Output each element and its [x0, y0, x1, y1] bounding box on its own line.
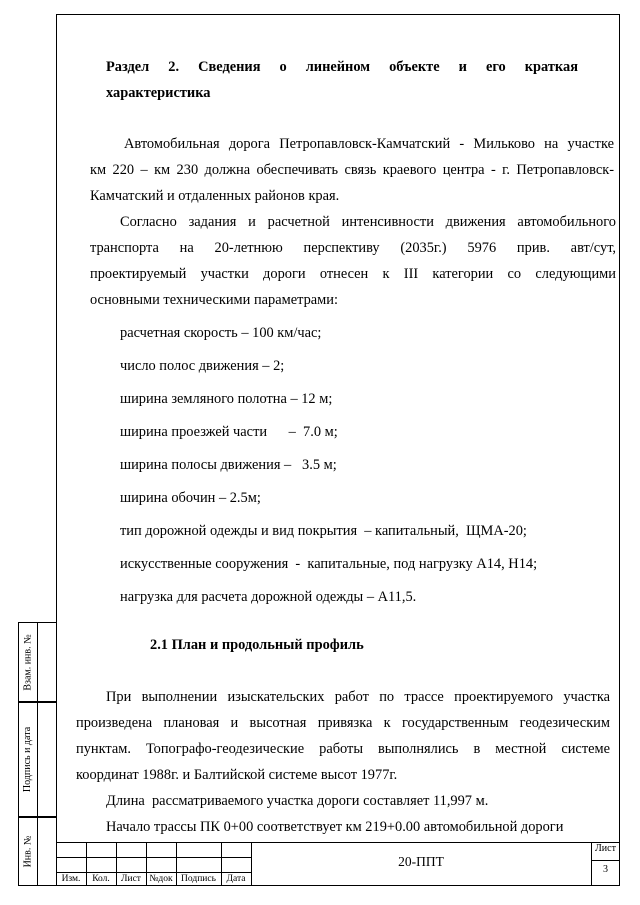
paragraph2-line3: проектируемый участки дороги отнесен к III категории со следующими	[90, 266, 616, 282]
stamp-col-data: Дата	[226, 874, 246, 884]
paragraph3-line2: произведена плановая и высотная привязка к государственным геодезическим	[76, 715, 610, 731]
section-heading-line1: Раздел 2. Сведения о линейном объекте и его краткая	[106, 59, 578, 75]
parameter-item: искусственные сооружения - капитальные, под нагрузку А14, Н14;	[120, 556, 538, 572]
subsection-heading: 2.1 План и продольный профиль	[150, 637, 364, 653]
title-block	[56, 842, 620, 886]
side-label-vzam: Взам. инв. №	[22, 633, 34, 691]
paragraph3-line4: координат 1988г. и Балтийской системе высот 1977г.	[76, 767, 398, 783]
sheet-label: Лист	[595, 843, 616, 854]
stamp-col-izm: Изм.	[61, 874, 81, 884]
side-stamp-podpis	[18, 702, 57, 817]
paragraph3-line3: пунктам. Топографо-геодезические работы выполнялись в местной системе	[76, 741, 610, 757]
paragraph5: Начало трассы ПК 0+00 соответствует км 219+0.00 автомобильной дороги	[106, 819, 564, 835]
paragraph1-line2: км 220 – км 230 должна обеспечивать связь краевого центра - г. Петропавловск-	[90, 162, 614, 178]
stamp-col-list: Лист	[121, 874, 141, 884]
paragraph2-line4: основными техническими параметрами:	[90, 292, 338, 308]
parameter-item: ширина полосы движения – 3.5 м;	[120, 457, 337, 473]
document-number: 20-ППТ	[398, 854, 444, 869]
paragraph4: Длина рассматриваемого участка дороги составляет 11,997 м.	[106, 793, 489, 809]
side-stamp-vzam	[18, 622, 57, 702]
side-label-inv: Инв. №	[22, 835, 34, 868]
paragraph3-line1: При выполнении изыскательских работ по трассе проектируемого участка	[106, 689, 610, 705]
paragraph2-line2: транспорта на 20-летнюю перспективу (2035г.) 5976 прив. авт/сут,	[90, 240, 616, 256]
paragraph2-line1: Согласно задания и расчетной интенсивности движения автомобильного	[120, 214, 616, 230]
parameter-item: ширина земляного полотна – 12 м;	[120, 391, 333, 407]
paragraph1-line1: Автомобильная дорога Петропавловск-Камчатский - Мильково на участке	[124, 136, 614, 152]
stamp-col-kol: Кол.	[92, 874, 110, 884]
parameter-item: тип дорожной одежды и вид покрытия – капитальный, ЩМА-20;	[120, 523, 527, 539]
parameter-item: расчетная скорость – 100 км/час;	[120, 325, 322, 341]
parameter-item: нагрузка для расчета дорожной одежды – А11,5.	[120, 589, 417, 605]
parameter-item: ширина обочин – 2.5м;	[120, 490, 261, 506]
paragraph1-line3: Камчатский и отдаленных районов края.	[90, 188, 340, 204]
side-label-podpis: Подпись и дата	[22, 726, 34, 793]
sheet-number: 3	[603, 864, 608, 875]
parameter-item: ширина проезжей части – 7.0 м;	[120, 424, 338, 440]
parameter-item: число полос движения – 2;	[120, 358, 285, 374]
side-stamp-inv	[18, 817, 57, 886]
section-heading-line2: характеристика	[106, 85, 211, 101]
stamp-col-ndok: №док	[149, 874, 173, 884]
stamp-col-podpis: Подпись	[181, 874, 216, 884]
